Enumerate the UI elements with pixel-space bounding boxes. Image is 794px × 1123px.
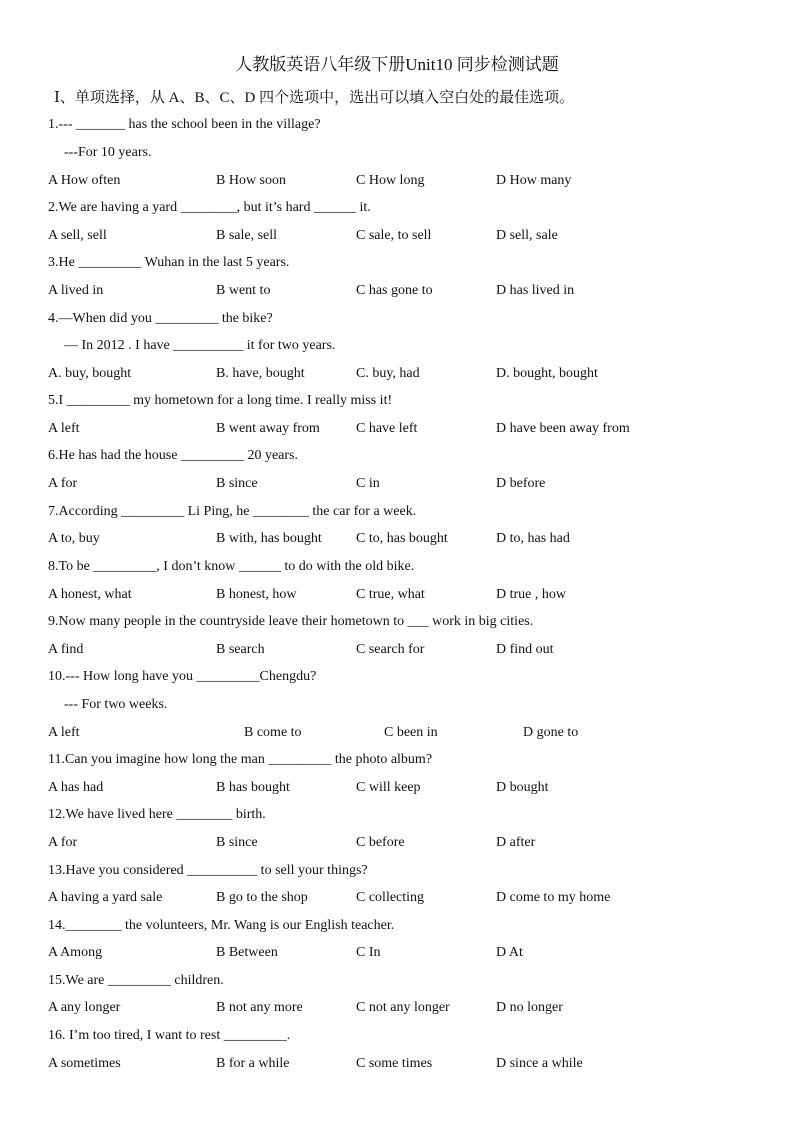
answer-option-c: C sale, to sell xyxy=(356,228,432,243)
question-stem: 1.--- _______ has the school been in the village? xyxy=(48,117,321,132)
answer-option-a: A Among xyxy=(48,945,103,960)
answer-option-b: B since xyxy=(216,835,258,850)
answer-option-a: A any longer xyxy=(48,1000,121,1015)
answer-option-d: D gone to xyxy=(523,725,579,740)
answer-option-a: A How often xyxy=(48,173,121,188)
answer-option-a: A. buy, bought xyxy=(48,366,132,381)
answer-option-d: D since a while xyxy=(496,1056,583,1071)
question-stem: 12.We have lived here ________ birth. xyxy=(48,807,266,822)
answer-option-a: A sell, sell xyxy=(48,228,107,243)
question-stem: 10.--- How long have you _________Chengdu? xyxy=(48,669,317,684)
answer-option-d: D before xyxy=(496,476,546,491)
answer-option-b: B Between xyxy=(216,945,278,960)
answer-option-c: C to, has bought xyxy=(356,531,448,546)
answer-option-d: D sell, sale xyxy=(496,228,558,243)
answer-option-d: D to, has had xyxy=(496,531,570,546)
answer-option-c: C will keep xyxy=(356,780,421,795)
answer-option-b: B not any more xyxy=(216,1000,303,1015)
question-stem: 4.—When did you _________ the bike? xyxy=(48,311,273,326)
question-stem: 7.According _________ Li Ping, he ________ the car for a week. xyxy=(48,504,417,519)
answer-option-d: D has lived in xyxy=(496,283,575,298)
answer-option-a: A left xyxy=(48,725,80,740)
section-heading: Ⅰ、单项选择，从 A、B、C、D 四个选项中，选出可以填入空白处的最佳选项。 xyxy=(54,90,575,106)
answer-option-b: B honest, how xyxy=(216,587,297,602)
answer-option-b: B since xyxy=(216,476,258,491)
answer-option-c: C search for xyxy=(356,642,425,657)
answer-option-d: D bought xyxy=(496,780,549,795)
answer-option-d: D come to my home xyxy=(496,890,611,905)
answer-option-c: C have left xyxy=(356,421,418,436)
answer-option-b: B with, has bought xyxy=(216,531,322,546)
question-stem: 2.We are having a yard ________, but it’s hard ______ it. xyxy=(48,200,371,215)
answer-option-b: B. have, bought xyxy=(216,366,305,381)
answer-option-b: B How soon xyxy=(216,173,287,188)
answer-option-c: C before xyxy=(356,835,405,850)
answer-option-d: D after xyxy=(496,835,536,850)
question-stem: 5.I _________ my hometown for a long time. I really miss it! xyxy=(48,393,393,408)
answer-option-a: A has had xyxy=(48,780,104,795)
answer-option-a: A find xyxy=(48,642,84,657)
answer-option-d: D have been away from xyxy=(496,421,630,436)
answer-option-c: C In xyxy=(356,945,381,960)
answer-option-d: D At xyxy=(496,945,523,960)
question-stem: 8.To be _________, I don’t know ______ to do with the old bike. xyxy=(48,559,415,574)
answer-option-b: B has bought xyxy=(216,780,290,795)
question-stem: 13.Have you considered __________ to sell your things? xyxy=(48,863,368,878)
answer-option-b: B for a while xyxy=(216,1056,290,1071)
answer-option-a: A sometimes xyxy=(48,1056,121,1071)
answer-option-a: A having a yard sale xyxy=(48,890,163,905)
answer-option-b: B went away from xyxy=(216,421,320,436)
answer-option-d: D How many xyxy=(496,173,572,188)
answer-option-c: C not any longer xyxy=(356,1000,450,1015)
answer-option-c: C true, what xyxy=(356,587,425,602)
question-stem: 9.Now many people in the countryside leave their hometown to ___ work in big cities. xyxy=(48,614,534,629)
answer-option-d: D no longer xyxy=(496,1000,563,1015)
answer-option-c: C collecting xyxy=(356,890,425,905)
answer-option-a: A for xyxy=(48,835,78,850)
answer-option-b: B search xyxy=(216,642,265,657)
answer-option-d: D. bought, bought xyxy=(496,366,598,381)
question-stem: 15.We are _________ children. xyxy=(48,973,224,988)
answer-option-b: B sale, sell xyxy=(216,228,278,243)
answer-option-a: A to, buy xyxy=(48,531,100,546)
answer-option-d: D true , how xyxy=(496,587,566,602)
question-dialogue-line: --- For two weeks. xyxy=(64,697,168,712)
answer-option-c: C some times xyxy=(356,1056,433,1071)
question-dialogue-line: — In 2012 . I have __________ it for two years. xyxy=(64,338,336,353)
document-title: 人教版英语八年级下册Unit10 同步检测试题 xyxy=(235,55,559,74)
question-stem: 11.Can you imagine how long the man _________ the photo album? xyxy=(48,752,433,767)
answer-option-c: C has gone to xyxy=(356,283,433,298)
answer-option-b: B come to xyxy=(244,725,302,740)
answer-option-d: D find out xyxy=(496,642,554,657)
answer-option-a: A left xyxy=(48,421,80,436)
question-dialogue-line: ---For 10 years. xyxy=(64,145,152,160)
answer-option-c: C. buy, had xyxy=(356,366,420,381)
answer-option-b: B went to xyxy=(216,283,271,298)
question-stem: 3.He _________ Wuhan in the last 5 years. xyxy=(48,255,290,270)
answer-option-a: A for xyxy=(48,476,78,491)
question-stem: 14.________ the volunteers, Mr. Wang is our English teacher. xyxy=(48,918,395,933)
answer-option-a: A honest, what xyxy=(48,587,132,602)
answer-option-c: C How long xyxy=(356,173,425,188)
answer-option-c: C in xyxy=(356,476,380,491)
answer-option-c: C been in xyxy=(384,725,438,740)
question-stem: 6.He has had the house _________ 20 years. xyxy=(48,448,299,463)
question-stem: 16. I’m too tired, I want to rest _________. xyxy=(48,1028,291,1043)
answer-option-b: B go to the shop xyxy=(216,890,308,905)
answer-option-a: A lived in xyxy=(48,283,104,298)
